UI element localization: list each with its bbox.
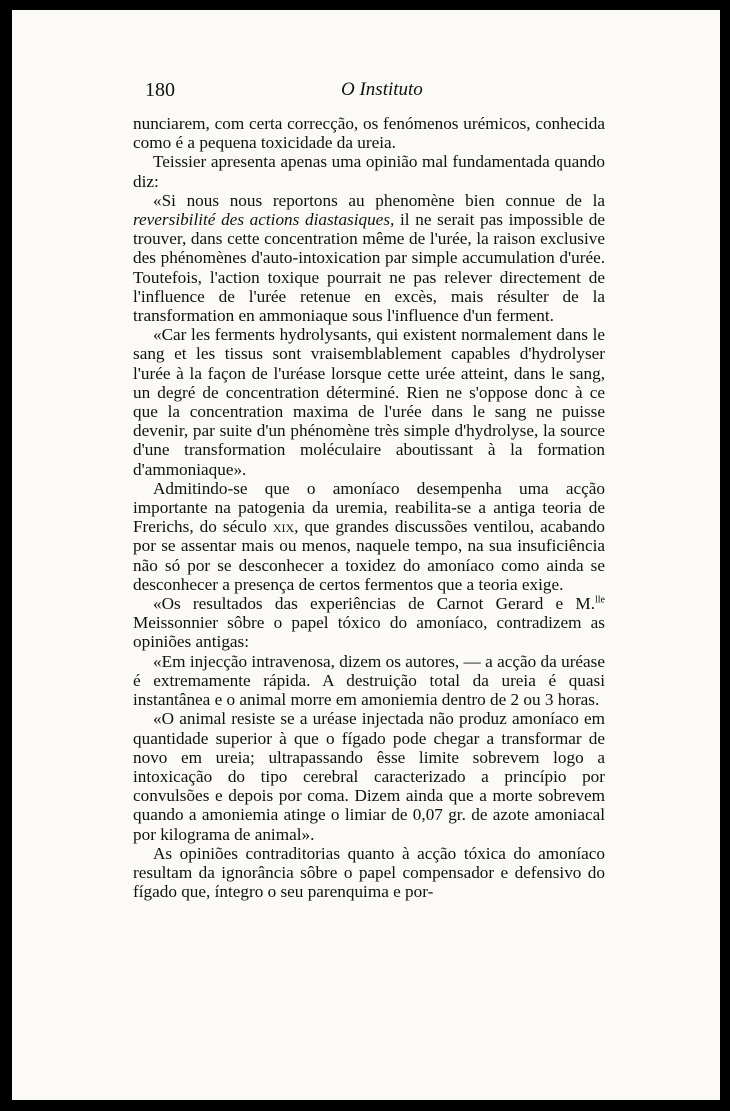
text-span: «Si nous nous reportons au phenomène bien connue de la — [153, 190, 605, 210]
text-span: , que grandes discussões ventilou, acabando por se assentar mais ou menos, naquele tempo, na sua insuficiência não só por se desconhecer a toxidez do amoníaco como ainda se desconhecer a presença de certos fermentos que a teoria exige. — [133, 517, 605, 594]
italic-phrase: reversibilité des actions diastasiques, — [133, 210, 395, 230]
paragraph — [133, 191, 605, 325]
paragraph: Teissier apresenta apenas uma opinião mal fundamentada quando diz: — [133, 152, 605, 191]
text-span: «Os resultados das experiências de Carnot Gerard e M. — [153, 594, 595, 614]
paragraph — [133, 594, 605, 652]
body-text — [133, 114, 605, 901]
paragraph: «O animal resiste se a uréase injectada não produz amoníaco em quantidade superior à que o fígado pode chegar a transformar de novo em ureia; ultrapassando êsse limite sobrevem logo a intoxicação do tipo cerebral caracterizado a princípio por convulsões e depois por coma. Dizem ainda que a morte sobrevem quando a amoniemia atinge o limiar de 0,07 gr. de azote amoniacal por kilograma de animal». — [133, 709, 605, 844]
paragraph: nunciarem, com certa correcção, os fenómenos urémicos, conhecida como é a pequena toxicidade da ureia. — [133, 114, 605, 153]
superscript: lle — [595, 594, 605, 606]
paragraph — [133, 479, 605, 594]
page-header — [145, 73, 615, 103]
century-numeral: xix — [272, 517, 295, 537]
paragraph: «Car les ferments hydrolysants, qui existent normalement dans le sang et les tissus sont vraisemblablement capables d'hydrolyser l'urée à la façon de l'uréase lorsque cette urée atteint, dans le sang, un degré de concentration déterminé. Rien ne s'oppose donc à ce que la concentration maxima de l'urée dans le sang ne puisse devenir, par suite d'un phénomène très simple d'hydrolyse, la source d'une transformation moléculaire aboutissant à la formation d'ammoniaque». — [133, 325, 605, 479]
running-title: O Instituto — [341, 79, 423, 100]
text-span: il ne serait pas impossible de trouver, dans cette concentration même de l'urée, la raison exclusive des phénomènes d'auto-intoxication par simple accumulation d'urée. Toutefois, l'action toxique pourrait ne pas relever directement de l'influence de l'urée retenue en excès, mais résulter de la transformation en ammoniaque sous l'influence d'un ferment. — [133, 210, 606, 326]
text-span: Admitindo-se que o amoníaco desempenha uma acção importante na patogenia da uremia, reabilita-se a antiga teoria de Frerichs, do século — [133, 478, 605, 537]
text-span: Meissonnier sôbre o papel tóxico do amoníaco, contradizem as opiniões antigas: — [133, 613, 605, 652]
paragraph: «Em injecção intravenosa, dizem os autores, — a acção da uréase é extremamente rápida. A destruição total da ureia é quasi instantânea e o animal morre em amoniemia dentro de 2 ou 3 horas. — [133, 651, 605, 710]
paragraph: As opiniões contraditorias quanto à acção tóxica do amoníaco resultam da ignorância sôbre o papel compensador e defensivo do fígado que, íntegro o seu parenquima e por- — [133, 843, 605, 902]
page-number: 180 — [145, 79, 175, 101]
